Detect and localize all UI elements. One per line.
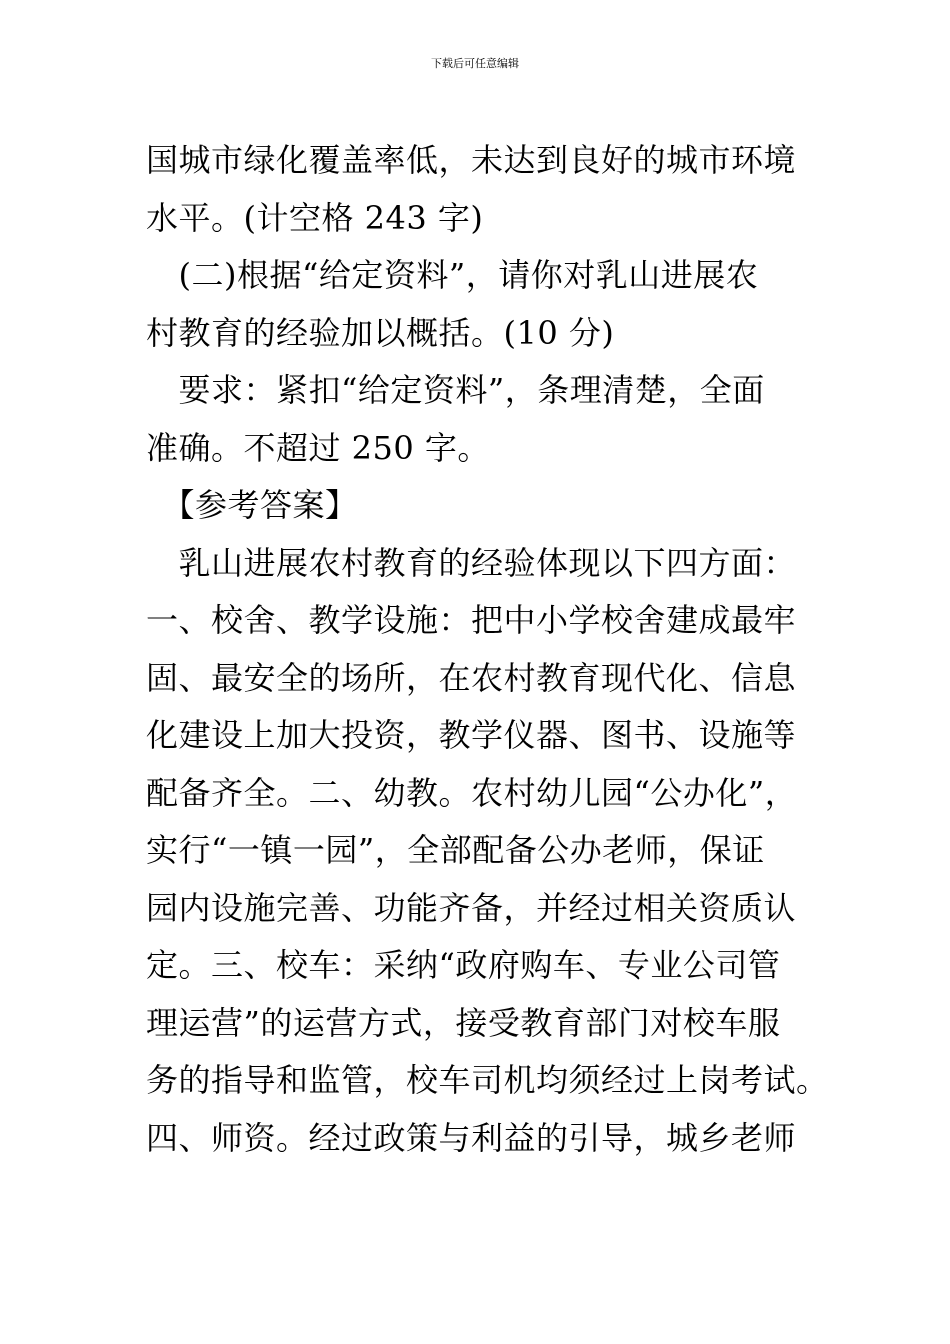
text-line: 固、最安全的场所，在农村教育现代化、信息 (146, 658, 797, 697)
text-line: 要求：紧扣“给定资料”，条理清楚，全面 (146, 371, 765, 409)
text-line: 实行“一镇一园”，全部配备公办老师，保证 (146, 831, 765, 869)
text-line: 国城市绿化覆盖率低，未达到良好的城市环境 (146, 141, 797, 179)
section-heading: 【参考答案】 (146, 486, 358, 524)
text-line: 务的指导和监管，校车司机均须经过上岗考试。 (146, 1061, 829, 1099)
page-header: 下载后可任意编辑 (431, 57, 519, 70)
text-line: 村教育的经验加以概括。(10 分) (146, 313, 615, 352)
text-line: 园内设施完善、功能齐备，并经过相关资质认 (146, 888, 797, 927)
text-line: 配备齐全。二、幼教。农村幼儿园“公办化”， (146, 773, 798, 812)
text-line: 理运营”的运营方式，接受教育部门对校车服 (146, 1003, 781, 1042)
document-body (146, 132, 829, 1167)
text-line: 水平。(计空格 243 字) (146, 198, 484, 237)
text-line: 准确。不超过 250 字。 (146, 428, 490, 467)
text-line: 定。三、校车：采纳“政府购车、专业公司管 (146, 946, 781, 984)
text-line: 乳山进展农村教育的经验体现以下四方面： (146, 543, 797, 582)
text-line: 一、校舍、教学设施：把中小学校舍建成最牢 (146, 601, 797, 639)
text-line: 四、师资。经过政策与利益的引导，城乡老师 (146, 1118, 797, 1157)
text-line: (二)根据“给定资料”，请你对乳山进展农 (146, 256, 759, 294)
text-line: 化建设上加大投资，教学仪器、图书、设施等 (146, 716, 797, 754)
